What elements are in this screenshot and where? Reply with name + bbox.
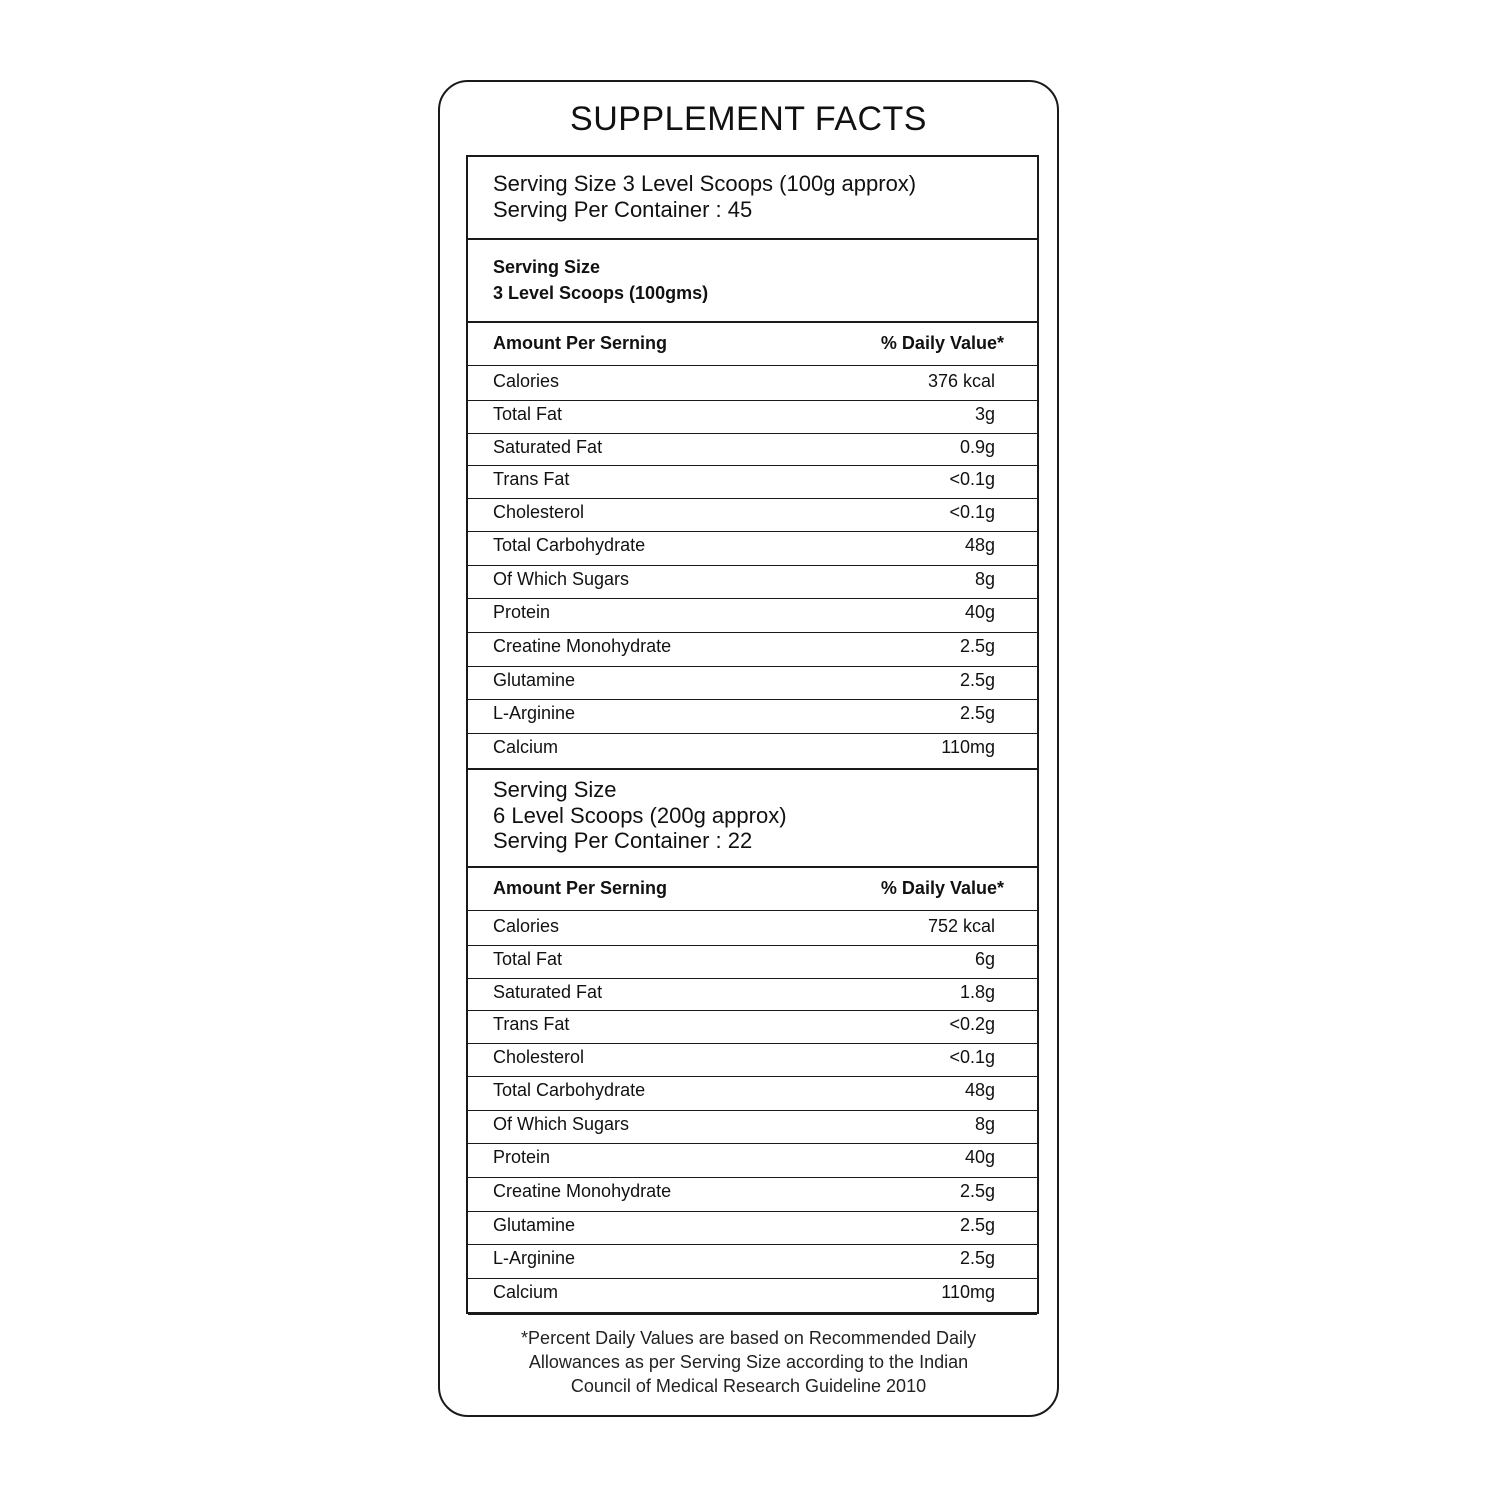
table-row — [468, 666, 1037, 699]
nutrient-name: Total Fat — [493, 949, 563, 969]
nutrient-name: Cholesterol — [493, 502, 585, 522]
nutrient-value: 752 kcal — [927, 916, 995, 936]
supplement-facts-panel — [438, 80, 1059, 1417]
table-row — [468, 978, 1037, 1011]
nutrient-value: 8g — [974, 569, 995, 589]
section1-daily-value-header: % Daily Value* — [880, 333, 1004, 353]
nutrient-name: Trans Fat — [493, 469, 570, 489]
table-row — [468, 945, 1037, 978]
table-row — [468, 531, 1037, 564]
nutrient-value: 3g — [974, 404, 995, 424]
servings-per-container: Serving Per Container : 45 — [493, 197, 753, 222]
section1-serving-value: 3 Level Scoops (100gms) — [493, 283, 709, 303]
nutrient-name: Glutamine — [493, 1215, 576, 1235]
section2-servings-per-container: Serving Per Container : 22 — [493, 828, 753, 853]
nutrient-value: 2.5g — [959, 1181, 995, 1201]
table-row — [468, 1278, 1037, 1311]
section1-serving-label: Serving Size — [493, 257, 601, 277]
nutrient-value: 2.5g — [959, 670, 995, 690]
nutrient-value: <0.1g — [949, 469, 995, 489]
nutrient-value: <0.1g — [949, 1047, 995, 1067]
nutrient-name: Saturated Fat — [493, 982, 603, 1002]
nutrient-name: Trans Fat — [493, 1014, 570, 1034]
table-row — [468, 1177, 1037, 1210]
nutrient-name: Of Which Sugars — [493, 569, 630, 589]
footnote-line: Council of Medical Research Guideline 2010 — [570, 1376, 927, 1396]
facts-table — [466, 155, 1039, 1314]
table-row — [468, 1010, 1037, 1043]
nutrient-name: Protein — [493, 602, 551, 622]
nutrient-value: 2.5g — [959, 703, 995, 723]
divider — [468, 1313, 1037, 1315]
table-row — [468, 400, 1037, 433]
nutrient-value: 110mg — [941, 737, 995, 757]
nutrient-value: 48g — [964, 1080, 995, 1100]
nutrient-name: Cholesterol — [493, 1047, 585, 1067]
nutrient-value: 0.9g — [959, 437, 995, 457]
table-row — [468, 733, 1037, 766]
footnote-line: *Percent Daily Values are based on Recommended Daily — [521, 1328, 976, 1348]
nutrient-value: 8g — [974, 1114, 995, 1134]
nutrient-value: 2.5g — [959, 1215, 995, 1235]
nutrient-name: Total Carbohydrate — [493, 1080, 646, 1100]
table-row — [468, 632, 1037, 665]
nutrient-name: Creatine Monohydrate — [493, 1181, 672, 1201]
divider — [468, 365, 1037, 366]
nutrient-value: 2.5g — [959, 636, 995, 656]
nutrient-name: Total Fat — [493, 404, 563, 424]
nutrient-name: Protein — [493, 1147, 551, 1167]
nutrient-name: Calcium — [493, 737, 559, 757]
table-row — [468, 433, 1037, 466]
table-row — [468, 498, 1037, 531]
table-row — [468, 565, 1037, 598]
nutrient-name: Glutamine — [493, 670, 576, 690]
table-row — [468, 699, 1037, 732]
divider — [468, 910, 1037, 911]
nutrient-name: L-Arginine — [493, 703, 576, 723]
section2-serving-label: Serving Size — [493, 777, 617, 802]
nutrient-name: Calories — [493, 916, 560, 936]
table-row — [468, 912, 1037, 945]
divider — [468, 866, 1037, 868]
nutrient-name: Calcium — [493, 1282, 559, 1302]
nutrient-name: L-Arginine — [493, 1248, 576, 1268]
table-row — [468, 1110, 1037, 1143]
table-row — [468, 465, 1037, 498]
section2-serving-value: 6 Level Scoops (200g approx) — [493, 803, 787, 828]
nutrient-value: 110mg — [941, 1282, 995, 1302]
nutrient-value: <0.1g — [949, 502, 995, 522]
table-row — [468, 598, 1037, 631]
table-row — [468, 1076, 1037, 1109]
divider — [468, 768, 1037, 770]
nutrient-name: Total Carbohydrate — [493, 535, 646, 555]
table-row — [468, 1043, 1037, 1076]
nutrient-value: 2.5g — [959, 1248, 995, 1268]
nutrient-value: 40g — [964, 602, 995, 622]
table-row — [468, 1211, 1037, 1244]
serving-size-summary: Serving Size 3 Level Scoops (100g approx) — [493, 171, 917, 196]
section2-daily-value-header: % Daily Value* — [880, 878, 1004, 898]
nutrient-value: 40g — [964, 1147, 995, 1167]
nutrient-value: 6g — [974, 949, 995, 969]
divider — [468, 321, 1037, 323]
nutrient-name: Creatine Monohydrate — [493, 636, 672, 656]
footnote-line: Allowances as per Serving Size according to the Indian — [528, 1352, 969, 1372]
nutrient-value: 376 kcal — [927, 371, 995, 391]
nutrient-name: Calories — [493, 371, 560, 391]
nutrient-value: 1.8g — [959, 982, 995, 1002]
table-row — [468, 1244, 1037, 1277]
nutrient-value: 48g — [964, 535, 995, 555]
nutrient-value: <0.2g — [949, 1014, 995, 1034]
table-row — [468, 367, 1037, 400]
section2-amount-header: Amount Per Serning — [493, 878, 668, 898]
divider — [468, 238, 1037, 240]
nutrient-name: Saturated Fat — [493, 437, 603, 457]
table-row — [468, 1143, 1037, 1176]
footnote — [440, 1326, 1057, 1398]
page-title: SUPPLEMENT FACTS — [570, 100, 927, 138]
nutrient-name: Of Which Sugars — [493, 1114, 630, 1134]
section1-amount-header: Amount Per Serning — [493, 333, 668, 353]
